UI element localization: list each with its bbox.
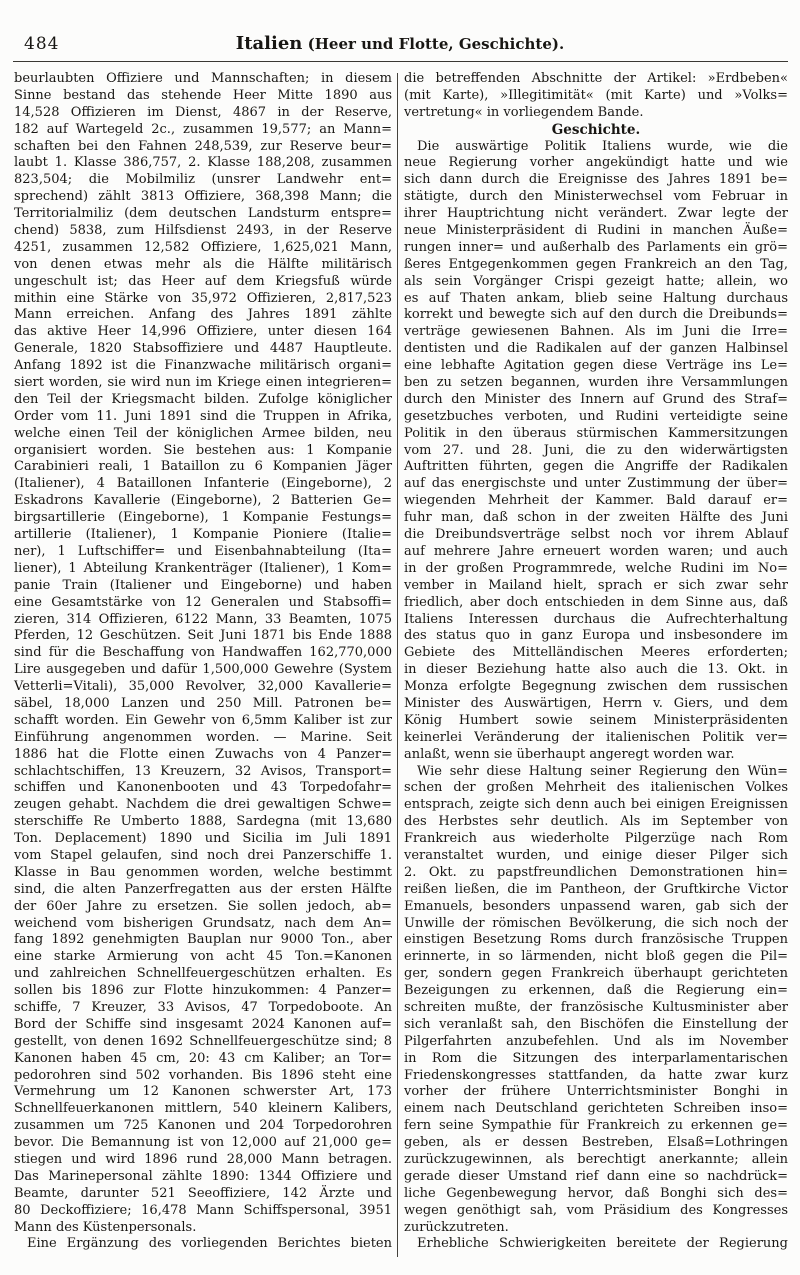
text-line: schiffe, 7 Kreuzer, 33 Avisos, 47 Torpedoboote. An	[14, 999, 392, 1015]
text-line: dentisten und die Radikalen auf der ganzen Halbinsel	[404, 341, 788, 357]
text-line: eine lebhafte Agitation gegen diese Verträge ins Le=	[404, 358, 788, 374]
text-line: ner), 1 Luftschiffer= und Eisenbahnabteilung (Ita=	[14, 543, 392, 559]
text-line: durch den Minister des Innern auf Grund des Straf=	[404, 391, 788, 407]
text-line: Ton. Deplacement) 1890 und Sicilia im Juli 1891	[14, 831, 392, 847]
text-line: 2. Okt. zu papstfreundlichen Demonstrationen hin=	[404, 864, 788, 880]
left-column-text	[14, 71, 392, 1263]
text-line: Vermehrung um 12 Kanonen schwerster Art, 173	[14, 1084, 392, 1100]
text-line: Friedenskongresses stattfanden, da hatte zwar kurz	[404, 1067, 788, 1083]
text-line: 80 Deckoffiziere; 16,478 Mann Schiffspersonal, 3951	[14, 1202, 392, 1218]
running-title-keyword: Italien	[235, 33, 303, 54]
text-line: als sein Vorgänger Crispi gezeigt hatte; allein, wo	[404, 273, 788, 289]
text-line: (Italiener), 4 Bataillonen Infanterie (Eingeborne), 2	[14, 476, 392, 492]
text-line: schen der großen Mehrheit des italienischen Volkes	[404, 780, 788, 796]
text-line: in dieser Beziehung hatte also auch die 13. Okt. in	[404, 662, 788, 678]
text-line: korrekt und bewegte sich auf den durch die Dreibunds=	[404, 307, 788, 323]
column-divider-rule	[397, 73, 398, 1257]
text-line: neue Regierung vorher angekündigt hatte und wie	[404, 155, 788, 171]
text-line: Schnellfeuerkanonen mittlern, 540 kleinern Kalibers,	[14, 1101, 392, 1117]
text-line: Bord der Schiffe sind insgesamt 2024 Kanonen auf=	[14, 1016, 392, 1032]
text-line: panie Train (Italiener und Eingeborne) und haben	[14, 577, 392, 593]
text-line: beurlaubten Offiziere und Mannschaften; in diesem	[14, 71, 392, 86]
text-line: ger, sondern gegen Frankreich überhaupt gerichteten	[404, 966, 788, 982]
text-line: und zahlreichen Schnellfeuergeschützen erhalten. Es	[14, 966, 392, 982]
text-line: vorher der frühere Unterrichtsminister Bonghi in	[404, 1084, 788, 1100]
text-line: sterschiffe Re Umberto 1888, Sardegna (mit 13,680	[14, 814, 392, 830]
text-line: Das Marinepersonal zählte 1890: 1344 Offiziere und	[14, 1168, 392, 1184]
text-line: verträge gewiesenen Bahnen. Als im Juni die Irre=	[404, 324, 788, 340]
text-line: ßeres Entgegenkommen gegen Frankreich an den Tag,	[404, 256, 788, 272]
text-line: ungeschult ist; das Heer auf dem Kriegsfuß würde	[14, 273, 392, 289]
text-line: in Rom die Sitzungen des interparlamentarischen	[404, 1050, 788, 1066]
text-line: einstigen Besetzung Roms durch französische Truppen	[404, 932, 788, 948]
text-line: Eskadrons Kavallerie (Eingeborne), 2 Batterien Ge=	[14, 493, 392, 509]
text-line: keinerlei Veränderung der italienischen Politik ver=	[404, 729, 788, 745]
text-line: Bezeigungen zu erkennen, daß die Regierung ein=	[404, 983, 788, 999]
text-line: Monza erfolgte Begegnung zwischen dem russischen	[404, 679, 788, 695]
text-line: auf das energischste und unter Zustimmung der über=	[404, 476, 788, 492]
text-line: Anfang 1892 ist die Finanzwache militärisch organi=	[14, 358, 392, 374]
text-line: stiegen und wird 1896 rund 28,000 Mann betragen.	[14, 1152, 392, 1167]
text-line: friedlich, aber doch entschieden in dem Sinne aus, daß	[404, 594, 788, 610]
text-line: den Teil der Kriegsmacht bilden. Zufolge königlicher	[14, 391, 392, 407]
text-line: weichend vom bisherigen Grundsatz, nach dem An=	[14, 915, 392, 931]
text-line: (mit Karte), »Illegitimität« (mit Karte) und »Volks=	[404, 87, 788, 103]
running-title	[0, 33, 800, 54]
text-line: Territorialmiliz (dem deutschen Landsturm entspre=	[14, 206, 392, 222]
text-line: Einführung angenommen worden. — Marine. Seit	[14, 729, 392, 745]
text-line: zieren, 314 Offizieren, 6122 Mann, 33 Beamten, 1075	[14, 611, 392, 627]
text-line: sich veranlaßt sah, den Bischöfen die Einstellung der	[404, 1016, 788, 1032]
text-line: 14,528 Offizieren im Dienst, 4867 in der Reserve,	[14, 104, 392, 120]
text-line: Kanonen haben 45 cm, 20: 43 cm Kaliber; an Tor=	[14, 1050, 392, 1066]
text-line: Frankreich aus wiederholte Pilgerzüge nach Rom	[404, 831, 788, 847]
text-line: mithin eine Stärke von 35,972 Offizieren, 2,817,523	[14, 290, 392, 306]
text-line: Die auswärtige Politik Italiens wurde, wie die	[417, 138, 788, 154]
page-number: 484	[24, 34, 60, 54]
text-line: sich dann durch die Ereignisse des Jahres 1891 be=	[404, 172, 788, 188]
text-line: 4251, zusammen 12,582 Offiziere, 1,625,021 Mann,	[14, 239, 392, 255]
text-line: organisiert worden. Sie bestehen aus: 1 Kompanie	[14, 442, 392, 458]
text-line: eine starke Armierung von acht 45 Ton.=Kanonen	[14, 949, 392, 965]
text-line: sind für die Beschaffung von Handwaffen 162,770,000	[14, 645, 392, 661]
text-line: Wie sehr diese Haltung seiner Regierung den Wün=	[417, 763, 788, 779]
text-line: Mann erreichen. Anfang des Jahres 1891 zählte	[14, 307, 392, 323]
text-line: 1886 hat die Flotte einen Zuwachs von 4 Panzer=	[14, 746, 392, 762]
text-line: es auf Thaten ankam, blieb seine Haltung durchaus	[404, 290, 788, 306]
text-line: die Dreibundsverträge selbst noch vor ihrem Ablauf	[404, 527, 788, 543]
text-line: bevor. Die Bemannung ist von 12,000 auf 21,000 ge=	[14, 1135, 392, 1151]
text-line: König Humbert sowie seinem Ministerpräsidenten	[404, 712, 788, 728]
text-line: zurückzugewinnen, als berechtigt anerkannte; allein	[404, 1152, 788, 1167]
text-line: artillerie (Italiener), 1 Kompanie Pioniere (Italie=	[14, 527, 392, 543]
text-line: birgsartillerie (Eingeborne), 1 Kompanie Festungs=	[14, 510, 392, 526]
text-line: Emanuels, besonders unpassend waren, gab sich der	[404, 898, 788, 914]
text-columns	[14, 71, 788, 1263]
text-line: Auftritten führten, gegen die Angriffe der Radikalen	[404, 459, 788, 475]
text-line: gesetzbuches verboten, und Rudini verteidigte seine	[404, 408, 788, 424]
text-line: vember in Mailand hielt, sprach er sich zwar sehr	[404, 577, 788, 593]
text-line: Mann des Küstenpersonals.	[14, 1219, 197, 1235]
text-line: fern seine Sympathie für Frankreich zu erkennen ge=	[404, 1118, 788, 1134]
text-line: vom Stapel gelaufen, sind noch drei Panzerschiffe 1.	[14, 847, 392, 863]
text-line: ben zu setzen begannen, wurden ihre Versammlungen	[404, 375, 788, 391]
text-line: Vetterli=Vitali), 35,000 Revolver, 32,000 Kavallerie=	[14, 679, 392, 695]
running-title-subtitle: (Heer und Flotte, Geschichte).	[302, 35, 565, 53]
text-line: zurückzutreten.	[404, 1219, 509, 1235]
text-line: schlachtschiffen, 13 Kreuzern, 32 Avisos, Transport=	[14, 763, 392, 779]
text-line: pedorohren sind 502 vorhanden. Bis 1896 steht eine	[14, 1067, 392, 1083]
text-line: veranstaltet wurden, und einige dieser Pilger sich	[404, 847, 788, 863]
text-line: Klasse in Bau genommen worden, welche bestimmt	[14, 864, 392, 880]
text-line: gestellt, von denen 1692 Schnellfeuergeschütze sind; 8	[14, 1033, 392, 1049]
text-line: entsprach, zeigte sich denn auch bei einigen Ereignissen	[404, 797, 788, 813]
header-rule	[13, 61, 788, 62]
text-line: Beamte, darunter 521 Seeoffiziere, 142 Ärzte und	[14, 1185, 392, 1201]
text-line: das aktive Heer 14,996 Offiziere, unter diesen 164	[14, 324, 392, 340]
text-line: Order vom 11. Juni 1891 sind die Truppen in Afrika,	[14, 408, 392, 424]
text-line: vertretung« in vorliegendem Bande.	[404, 104, 644, 120]
text-line: des Herbstes sehr deutlich. Als im September von	[404, 814, 788, 830]
right-column-text	[404, 71, 788, 1263]
text-line: Sinne bestand das stehende Heer Mitte 1890 aus	[14, 87, 392, 103]
text-line: Minister des Auswärtigen, Herrn v. Giers, und dem	[404, 695, 788, 711]
text-line: schreiten mußte, der französische Kultusminister aber	[404, 999, 788, 1015]
text-line: der 60er Jahre zu ersetzen. Sie sollen jedoch, ab=	[14, 898, 392, 914]
text-line: reißen ließen, die im Pantheon, der Gruftkirche Victor	[404, 881, 788, 897]
page-header	[0, 33, 800, 57]
text-line: Pferden, 12 Geschützen. Seit Juni 1871 bis Ende 1888	[14, 628, 392, 644]
text-line: Generale, 1820 Stabsoffiziere und 4487 Hauptleute.	[14, 341, 392, 357]
text-line: sind, die alten Panzerfregatten aus der ersten Hälfte	[14, 881, 392, 897]
section-heading: Geschichte.	[551, 121, 641, 138]
text-line: welche einen Teil der königlichen Armee bilden, neu	[14, 425, 392, 441]
text-line: sprechend) zählt 3813 Offiziere, 368,398 Mann; die	[14, 189, 392, 205]
text-line: fuhr man, daß schon in der zweiten Hälfte des Juni	[404, 510, 788, 526]
text-line: vom 27. und 28. Juni, die zu den widerwärtigsten	[404, 442, 788, 458]
text-line: liener), 1 Abteilung Krankenträger (Italiener), 1 Kom=	[14, 560, 392, 576]
text-line: zusammen um 725 Kanonen und 204 Torpedorohren	[14, 1118, 392, 1134]
text-line: Unwille der römischen Bevölkerung, die sich noch der	[404, 915, 788, 931]
text-line: anlaßt, wenn sie überhaupt angeregt worden war.	[404, 746, 735, 762]
text-line: zeugen gehabt. Nachdem die drei gewaltigen Schwe=	[14, 797, 392, 813]
text-line: laubt 1. Klasse 386,757, 2. Klasse 188,208, zusammen	[14, 155, 392, 171]
text-line: schafft worden. Ein Gewehr von 6,5mm Kaliber ist zur	[14, 712, 392, 728]
text-line: schiffen und Kanonenbooten und 43 Torpedofahr=	[14, 780, 392, 796]
text-line: fang 1892 genehmigten Bauplan nur 9000 Ton., aber	[14, 932, 392, 948]
text-line: wegen genöthigt sah, vom Präsidium des Kongresses	[404, 1202, 788, 1218]
text-line: Lire ausgegeben und dafür 1,500,000 Gewehre (System	[14, 662, 392, 678]
text-line: Eine Ergänzung des vorliegenden Berichtes bieten	[27, 1236, 392, 1252]
text-line: Italiens Interessen durchaus die Aufrechterhaltung	[404, 611, 788, 627]
text-line: geben, als er dessen Bestreben, Elsaß=Lothringen	[404, 1135, 788, 1151]
text-line: liche Gegenbewegung hervor, daß Bonghi sich des=	[404, 1185, 788, 1201]
text-line: ihrer Hauptrichtung nicht verändert. Zwar legte der	[404, 206, 788, 222]
text-line: auf mehrere Jahre erneuert worden waren; und auch	[404, 543, 788, 559]
text-line: siert worden, sie wird nun im Kriege einen integrieren=	[14, 375, 392, 391]
text-line: 823,504; die Mobilmiliz (unsrer Landwehr ent=	[14, 172, 392, 188]
text-line: die betreffenden Abschnitte der Artikel: »Erdbeben«	[404, 71, 788, 86]
text-line: chend) 5838, zum Hilfsdienst 2493, in der Reserve	[14, 223, 392, 239]
text-line: stätigte, durch den Ministerwechsel vom Februar in	[404, 189, 788, 205]
text-line: sollen bis 1896 zur Flotte hinzukommen: 4 Panzer=	[14, 983, 392, 999]
text-line: wiegenden Mehrheit der Kammer. Bald darauf er=	[404, 493, 788, 509]
text-line: Politik in den überaus stürmischen Kammersitzungen	[404, 425, 788, 441]
text-line: neue Ministerpräsident di Rudini in manchen Äuße=	[404, 223, 788, 239]
text-line: Pilgerfahrten anzubefehlen. Und als im November	[404, 1033, 788, 1049]
text-line: erinnerte, in so lärmenden, nicht bloß gegen die Pil=	[404, 949, 788, 965]
text-line: schaften bei den Fahnen 248,539, zur Reserve beur=	[14, 138, 392, 154]
text-line: des status quo in ganz Europa und insbesondere im	[404, 628, 788, 644]
text-line: Erhebliche Schwierigkeiten bereitete der Regierung	[417, 1236, 788, 1252]
text-line: in der großen Programmrede, welche Rudini im No=	[404, 560, 788, 576]
text-line: rungen inner= und außerhalb des Parlaments ein grö=	[404, 239, 788, 255]
text-line: einem nach Deutschland gerichteten Schreiben inso=	[404, 1101, 788, 1117]
text-line: von denen etwas mehr als die Hälfte militärisch	[14, 256, 392, 272]
text-line: säbel, 18,000 Lanzen und 250 Mill. Patronen be=	[14, 695, 392, 711]
text-line: Carabinieri reali, 1 Bataillon zu 6 Kompanien Jäger	[14, 459, 392, 475]
text-line: eine Gesamtstärke von 12 Generalen und Stabsoffi=	[14, 594, 392, 610]
text-line: gerade dieser Umstand rief dann eine so nachdrück=	[404, 1168, 788, 1184]
text-line: 182 auf Wartegeld 2c., zusammen 19,577; an Mann=	[14, 121, 392, 137]
text-line: Gebiete des Mittelländischen Meeres erforderten;	[404, 645, 788, 661]
